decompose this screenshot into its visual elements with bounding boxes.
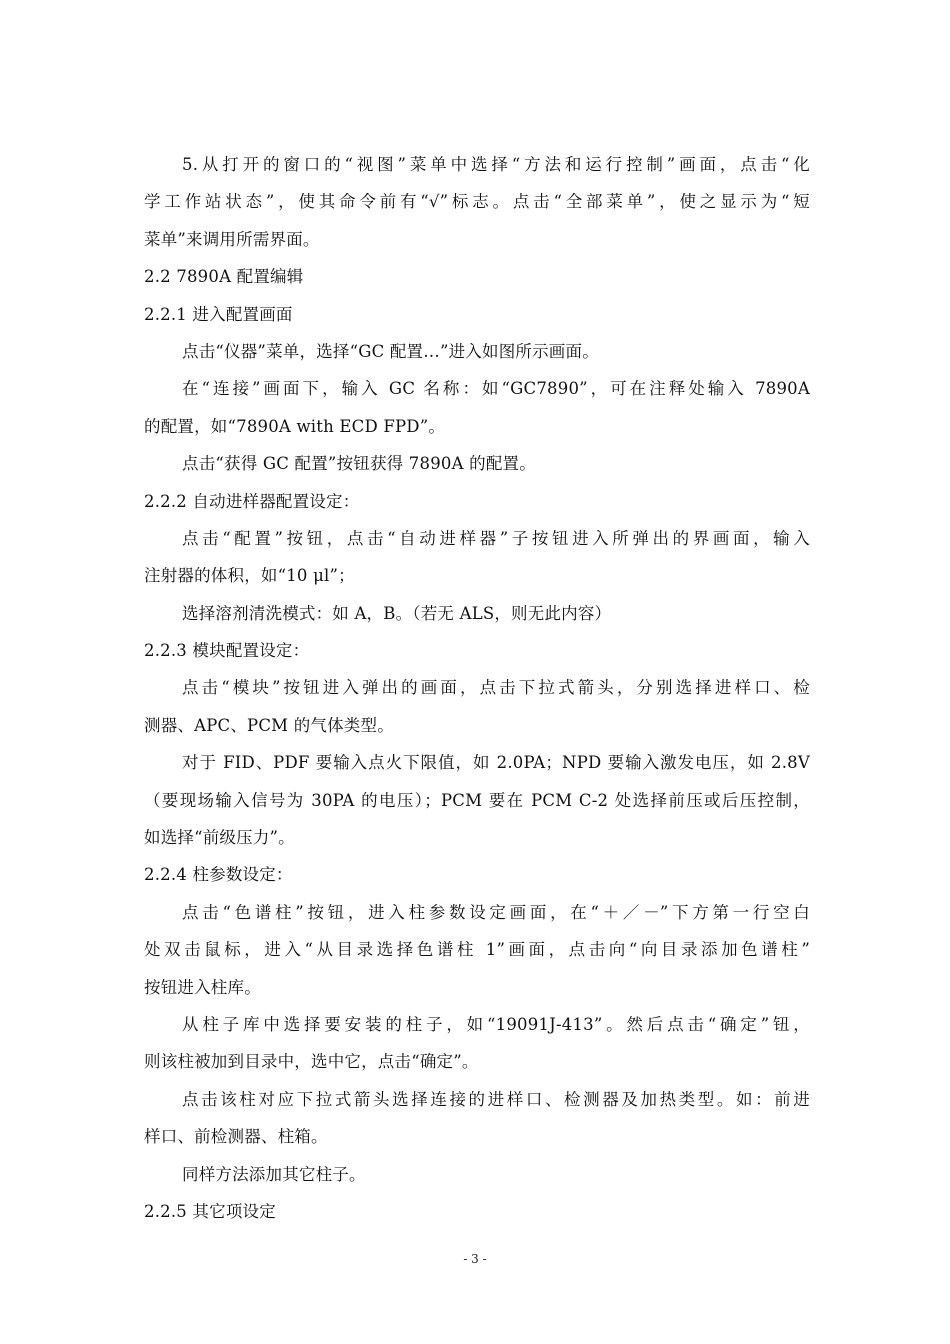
paragraph-line: 的配置，如“7890A with ECD FPD”。 xyxy=(144,416,446,436)
paragraph-line: 点击该柱对应下拉式箭头选择连接的进样口、检测器及加热类型。如：前进 xyxy=(182,1089,810,1109)
paragraph-line: 处双击鼠标，进入“从目录选择色谱柱 1”画面，点击向“向目录添加色谱柱” xyxy=(144,940,810,960)
paragraph-line: 从柱子库中选择要安装的柱子，如“19091J-413”。然后点击“确定”钮， xyxy=(182,1014,810,1034)
subsection-heading: 2.2.2 自动进样器配置设定： xyxy=(144,491,360,511)
paragraph-line: 点击“色谱柱”按钮，进入柱参数设定画面，在“＋／－”下方第一行空白 xyxy=(182,902,810,922)
paragraph-line: 5.从打开的窗口的“视图”菜单中选择“方法和运行控制”画面，点击“化 xyxy=(182,155,810,174)
paragraph-line: 点击“仪器”菜单，选择“GC 配置…”进入如图所示画面。 xyxy=(182,341,599,361)
paragraph-line: 则该柱被加到目录中，选中它，点击“确定”。 xyxy=(144,1052,479,1072)
paragraph-line: 点击“模块”按钮进入弹出的画面，点击下拉式箭头，分别选择进样口、检 xyxy=(182,678,810,698)
paragraph-line: 菜单”来调用所需界面。 xyxy=(144,229,320,249)
paragraph-line: 选择溶剂清洗模式：如 A，B。（若无 ALS，则无此内容） xyxy=(182,603,612,623)
section-heading: 2.2 7890A 配置编辑 xyxy=(144,267,304,287)
paragraph-line: 点击“获得 GC 配置”按钮获得 7890A 的配置。 xyxy=(182,454,536,474)
paragraph-line: 对于 FID、PDF 要输入点火下限值，如 2.0PA；NPD 要输入激发电压，如 2.8V xyxy=(182,753,810,773)
document-body xyxy=(144,146,810,1230)
paragraph-line: 同样方法添加其它柱子。 xyxy=(182,1164,366,1184)
subsection-heading: 2.2.1 进入配置画面 xyxy=(144,304,293,324)
paragraph-line: 在“连接”画面下，输入 GC 名称：如“GC7890”，可在注释处输入 7890A xyxy=(182,379,810,399)
paragraph-line: 点击“配置”按钮，点击“自动进样器”子按钮进入所弹出的界画面，输入 xyxy=(182,528,810,548)
paragraph-line: 如选择“前级压力”。 xyxy=(144,828,295,848)
paragraph-line: 按钮进入柱库。 xyxy=(144,977,261,997)
paragraph-line: 样口、前检测器、柱箱。 xyxy=(144,1127,328,1147)
paragraph-line: 学工作站状态”，使其命令前有“√”标志。点击“全部菜单”，使之显示为“短 xyxy=(144,192,810,212)
subsection-heading: 2.2.4 柱参数设定： xyxy=(144,865,293,885)
paragraph-line: 测器、APC、PCM 的气体类型。 xyxy=(144,715,394,735)
paragraph-line: （要现场输入信号为 30PA 的电压）；PCM 要在 PCM C-2 处选择前压或后压控制， xyxy=(144,790,810,810)
subsection-heading: 2.2.5 其它项设定 xyxy=(144,1201,276,1221)
page-number: - 3 - xyxy=(463,1252,487,1266)
subsection-heading: 2.2.3 模块配置设定： xyxy=(144,641,310,661)
paragraph-line: 注射器的体积，如“10 μl”； xyxy=(144,566,355,586)
